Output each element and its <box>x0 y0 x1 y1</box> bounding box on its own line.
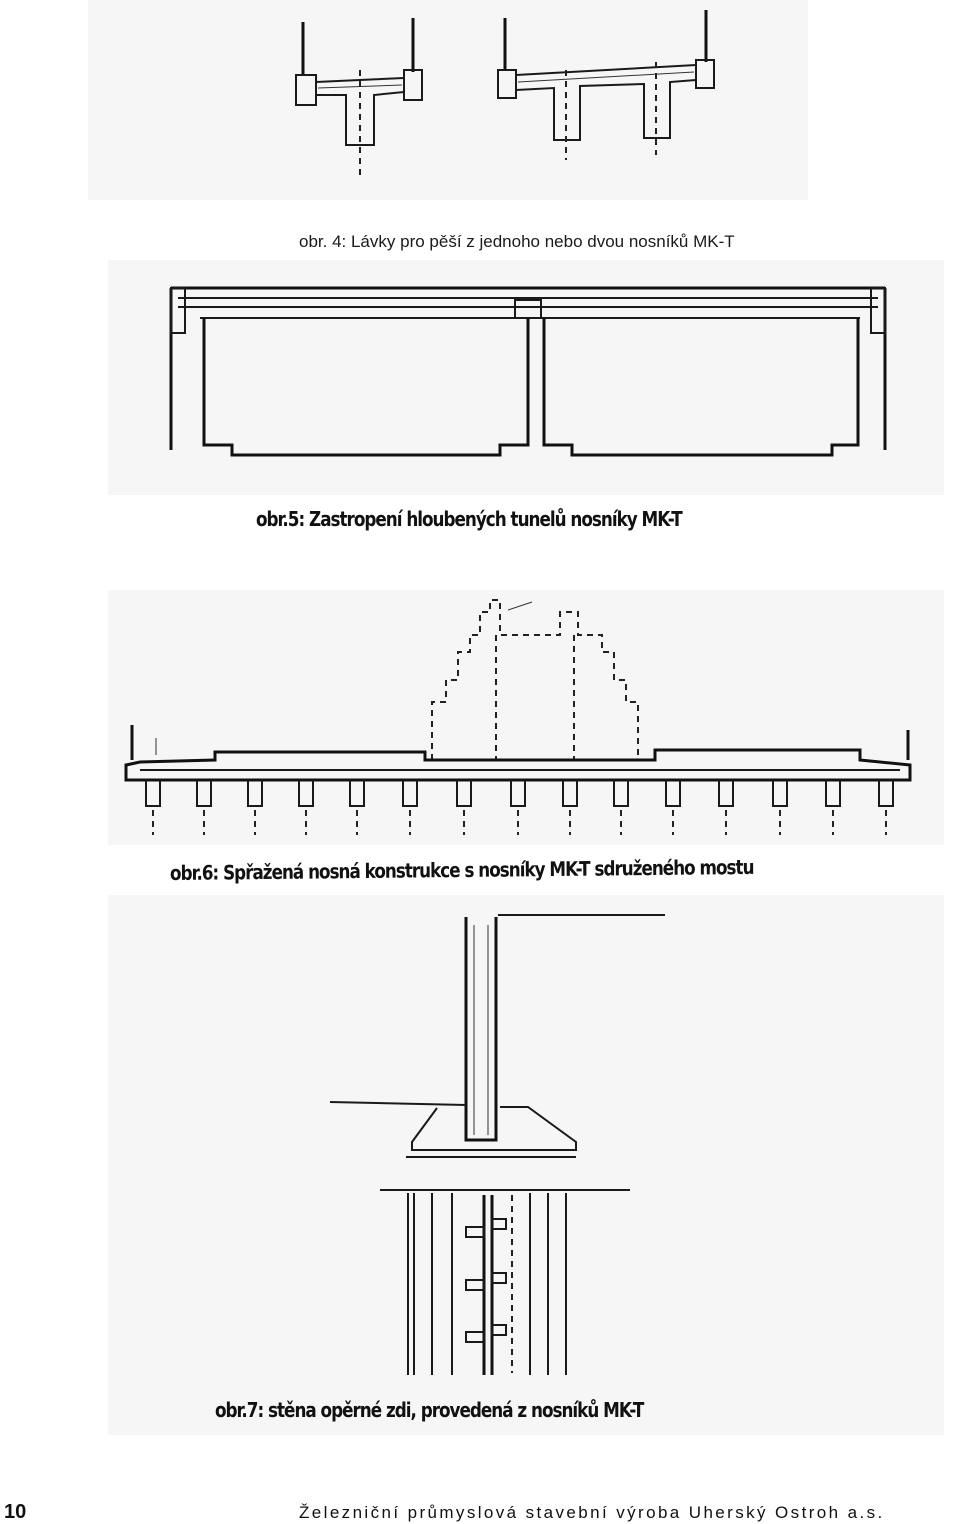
figure-4-footbridges-drawing <box>0 0 960 260</box>
figure-7-caption: obr.7: stěna opěrné zdi, provedená z nosníků MK-T <box>215 1398 644 1422</box>
figure-4-caption: obr. 4: Lávky pro pěší z jednoho nebo dvou nosníků MK-T <box>299 232 735 251</box>
figure-7-retaining-wall-drawing <box>0 895 960 1440</box>
figure-5-caption: obr.5: Zastropení hloubených tunelů nosníky MK-T <box>256 507 682 531</box>
figure-6-caption: obr.6: Spřažená nosná konstrukce s nosníky MK-T sdruženého mostu <box>169 854 754 885</box>
footer-company-name: Železniční průmyslová stavební výroba Uherský Ostroh a.s. <box>299 1503 885 1522</box>
figure-6-bridge-deck-drawing <box>0 590 960 850</box>
page-number: 10 <box>4 1501 27 1523</box>
figure-5-tunnel-drawing <box>0 260 960 500</box>
